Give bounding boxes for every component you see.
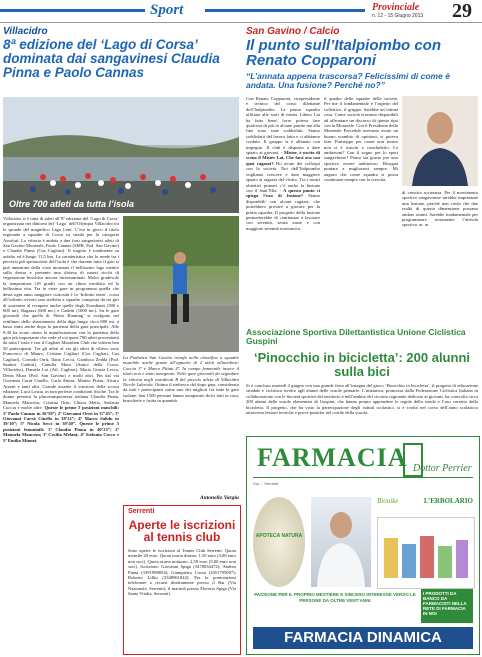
- issue-date: n. 12 - 15 Giugno 2013: [372, 13, 424, 19]
- farmacia-ad-header: [253, 441, 473, 478]
- page-header: [0, 0, 482, 23]
- race-photo: [3, 97, 239, 213]
- left-body-2: Alle 9.40 ha avuto inizio la manifestazione con la partenza della gara più importante che vede al via quasi 700 atleti provenienti da tutta l’isola e con il Cagliari Marathon Club che schiera ben 50 partecipanti. Tra gli atleti al via gli atleti di rilievo sono Francesco di Mauro, Cristian Cagliari (Cus Cagliari, Cus Cagliari), Corrado Orrù, Ilario Lecca, Gianluca Zedda (Pod. Sanluri Cadetti), Camilla Mura (Amici della Corsa, Villacidro), Daniela Loi (Atl. Cagliari), Maria Grazia Lecca, Denis Mura (Pod. San Gavino) e molti altri. Fin dal via Giovanni Carrà Cinello, Carlo Ennas, Matteo Pittau, Alvaro Arzeni e tanti altri. Grande assente il vincitore della scorsa edizione, Luca Lostia, in non perfette condizioni fisiche. Tra le donne presenti la plurocampionessa italiana Claudia Pinna, Manuela Mancosu, Cristina Ortu, Chiara Melis, Stefania Cucciu e molte altre.: [3, 324, 119, 411]
- farmacia-promo: I PRODOTTI DA BANCO DA FARMACISTI NELLA RETE DI FARMACIA IN NOI: [421, 589, 473, 623]
- farmacia-ad: [246, 436, 480, 655]
- apoteca-natura-label: APOTECA NATURA: [255, 533, 303, 539]
- runner-photo-illustration: [123, 216, 239, 352]
- right-body-2: Ho avuto dei colloqui con la società. Noi dell’Italpiombo vogliamo crescere e dare maggiore spazio ai ragazzi del vivaio. Tra i nostri obiettivi primari c’è anche la fusione con il Sant’Elia.: [246, 160, 320, 193]
- assoc-body: Si è concluso martedì 4 giugno con una grande festa all’insegna del gioco ‘Pinocchio in bicicletta’, il progetto di educazione stradale e ciclistica rivolto agli alunni delle scuole primarie. L’iniziativa, promossa dalla Federazione Ciclistica Italiana in collaborazione con le Società sportive del territorio e nell’ambito del circuito regionale dedicato ai giovani, ha coinvolto circa 200 alunni delle scuole elementari di Guspini, che hanno potuto apprendere le regole della strada e l’uso corretto della bicicletta. Il progetto, che ha visto la partecipazione degli istituti scolastici, si è svolto nel corso dell’anno scolastico attraverso lezioni teoriche e prove pratiche nel cortile della scuola.: [246, 383, 478, 416]
- assoc-kicker: Associazione Sportiva Dilettantistica Unione Ciclistica Guspini: [246, 327, 466, 346]
- brand-logo: Provinciale: [372, 2, 420, 13]
- right-headline: Il punto sull’Italpiombo con Renato Copparoni: [246, 37, 441, 69]
- right-body-1: Con Renato Copparoni, vicepresidente e tecnico del corso dilettante dell’Italpiombo. La prima squadra affiliata alle sorti di mister Libero Lai ha fatto bene, forse poteva fare qualcosa di più in alcune partite ma alla fine sono state soddisfatti. Siamo soddisfatti del lavoro fatto e ci abbiamo creduto. Il gruppo si è allenato con impegno. Il club è disposto a dare spazio ai giovani.: [246, 96, 320, 156]
- section-title: Sport: [150, 2, 184, 18]
- right-body-col3: [402, 190, 478, 322]
- bionike-logo: Bionike: [377, 497, 399, 505]
- apoteca-natura-logo: [253, 497, 305, 587]
- right-question-2: - A questo punto ci spiega l’uso di fusione?: [246, 187, 320, 199]
- right-subhead: “L’annata appena trascorsa? Felicissimi di come è andata. Una fusione? Perché no?”: [246, 71, 450, 90]
- farmacia-tagline: PASSIONE PER IL PROPRIO MESTIERE E SINCERO INTERESSE VERSO LE PERSONE DA OLTRE VENT’ANNI: [254, 592, 416, 603]
- serrenti-kicker: Serrenti: [128, 508, 155, 515]
- page-number: 29: [452, 0, 472, 22]
- serrenti-body: Sono aperte le iscrizioni al Tennis Club Serrenti. Quota mensile 20 euro. Quota oraria diurno: 1,50 euro (3,00 euro non soci). Quota oraria notturno: 2,50 euro (5,00 euro non soci). Iscrizioni: Giovanni Spiga (3478034472); Andrea Pinna (3391998854); Giampietro Cossu (3451795007); Roberto Lilliu (3348961842). Per le prenotazioni telefonare o recarsi direttamente presso il Bar (Via Nazionale, Serrenti), il martedì presso Floreria Spiga (Via Santa Vitalia, Serrenti).: [128, 548, 236, 597]
- left-body-col1: [3, 216, 119, 641]
- left-signature: Antonello Vargiu: [200, 495, 239, 501]
- runner-photo: [123, 216, 239, 352]
- left-body-col2: [123, 355, 239, 495]
- copparoni-photo: [402, 96, 478, 186]
- farmacia-subtitle: Dottor Perrier: [413, 463, 472, 474]
- serrenti-headline: Aperte le iscrizioni al tennis club: [128, 518, 236, 544]
- farmacia-address: Via ... Serrenti: [253, 481, 279, 486]
- runner-photo-caption: La Podistica San Gavino trionfa nella classifica a squadre maschile anche grazie all’apporto di 2 atleti villacidresi: Cucciu 3º e Marco Pittau 4º. In campo femminile invece il titolo non è stato assegnato. Nelle gare giovanili da segnalare la vittoria negli esordienti B del piccolo atleta di Villacidro Nicolò Labriola.: [123, 355, 239, 388]
- farmacia-title: FARMACIA: [257, 443, 408, 472]
- left-headline: 8ª edizione del ‘Lago di Corsa’ dominata dai sangavinesi Claudia Pinna e Paolo Cannas: [3, 37, 220, 80]
- pharmacist-illustration: [311, 497, 371, 587]
- race-photo-caption: Oltre 700 atleti da tutta l’isola: [9, 199, 135, 209]
- assoc-headline: ‘Pinocchio in bicicletta’: 200 alunni sulla bici: [254, 350, 470, 379]
- left-kicker: Villacidro: [3, 26, 48, 37]
- farmacia-dinamica-banner: FARMACIA DINAMICA: [253, 627, 473, 649]
- farmacia-products: [377, 517, 475, 589]
- right-body-col3-text: di crescita societaria. Per il movimento sportivo sangavinese sarebbe importante una fusione, perché non credo che due realtà di questa dimensione possano andare avanti. Sarebbe fondamentale per programmare seriamente l’attività sportiva.: [402, 190, 478, 228]
- erbolario-logo: L’ERBOLARIO: [423, 497, 473, 505]
- header-rule-left: [0, 9, 145, 12]
- race-photo-illustration: [3, 97, 239, 213]
- right-signature: m. m.: [419, 222, 430, 228]
- left-results: Queste le prime 5 posizioni maschili: 1º Paolo Cannas in 36’59”; 2º Giovanni Orrù in 37’45”; 3º Giovanni Carrà Cinello in 38’31”; 4º Marco Salidu in 39’10”; 5º Nicola Secci in 39’40”. Queste le prime 5 posizioni femminili: 1ª Claudia Pinna in 40’23”; 2ª Manuela Mancosu; 3ª Cecilia Melani; 4ª Stefania Cocco e 5ª Emilia Minnei.: [3, 405, 119, 443]
- right-body-3: Siamo disponibili con alcuni ragazzi, che potrebbero provare a giocare per la prima squadra. Il progetto della fusione permetterebbe di continuare a lavorare con serenità, senza ansie e con maggiore serenità economica.: [246, 193, 320, 231]
- pharmacist-photo: [311, 497, 371, 587]
- serrenti-box: [123, 505, 241, 655]
- copparoni-portrait: [402, 96, 478, 186]
- header-rule-right: [205, 9, 365, 12]
- right-body-col2: il quadro delle squadre della società. Per me il fondamentale è l’aspetto del collettivo, il gruppo. Sarebbe un’ottima cosa. Come società eravamo disponibili ad affrontare un discorso di questo tipo con la Monreale. Con il Presidente della Monreale Porcedda avevamo avuto un buono scambio di opinioni, si poteva fare. Purtroppo per cause non nostre non si è riusciti a concluderlo. Le ambizioni? Con il sogno per lo sport sangavinese? Penso sia giusto per uno sportivo essere ambizioso. Bisogna puntare a migliorarsi sempre. Mi auguro che come squadra si possa continuare sempre con la crescita.: [324, 96, 398, 183]
- products-illustration: [378, 518, 474, 588]
- left-body-1: Villacidro si è tinta di atleti all’8ª edizione del ‘Lago di Corsa’ organizzata nei dintorni del ‘Lago’ dell’Olympia Villacidro tra le sponde del magnifico Lago Leni. C’era in gioco il titolo regionale a squadre di Corsa su strada per la categoria Assoluti. La vittoria è andata a due forti sangavinesi atleti di San Gavino Monreale, Paolo Cannas (SMR, Pod. San Gavino) e Claudia Pinna (Cus Cagliari). Il tragitto è totalmente su asfalto ed è lungo 11,5 km. La caratteristica che lo rende tra i percorsi più spettacolari dell’isola è che durante tutto il giro si può ammirare della vista incantata il bellissimo lago mentre sulla destra e presente una distesa di monti ricchi di vegetazione boschiva ancora incontaminati. Molto gradevole la temperatura (18 gradi) con un clima ventilato ed la bellissima vita. Tra le varie gare in programma quella che desta ogni anno maggiore curiosità è la ‘Infinito team’, corsa all’infinito ovvero una staffetta a squadre composta da tre giri di sostenere al recupero anche quelle degli Esordienti (300 e 600 mt), Ragazzi (600 mt.) e Cadetti (1000 mt.). Su le gare giovanili che quella di ‘Retro Running’ si svolgono nel rettilineo dello sbarramento della diga lungo circa 800 mt. a bassi ritmi anche dopo la partenza della gara principale.: [3, 216, 119, 330]
- right-question-1: - Mister, è uscito di scena il Mister Lai. Che farà ora con quei ragazzi?: [246, 150, 320, 166]
- left-body-3: Ottimo il rinfresco del dopo gara, considerato da tutti i partecipanti come uno dei migliori fra tutte le gare isolane: ben 1500 persone hanno assaporato dolci fatti in casa, bruschette e frutta in quantità.: [123, 382, 239, 404]
- right-kicker: San Gavino / Calcio: [246, 26, 340, 37]
- right-body-col1: [246, 96, 320, 328]
